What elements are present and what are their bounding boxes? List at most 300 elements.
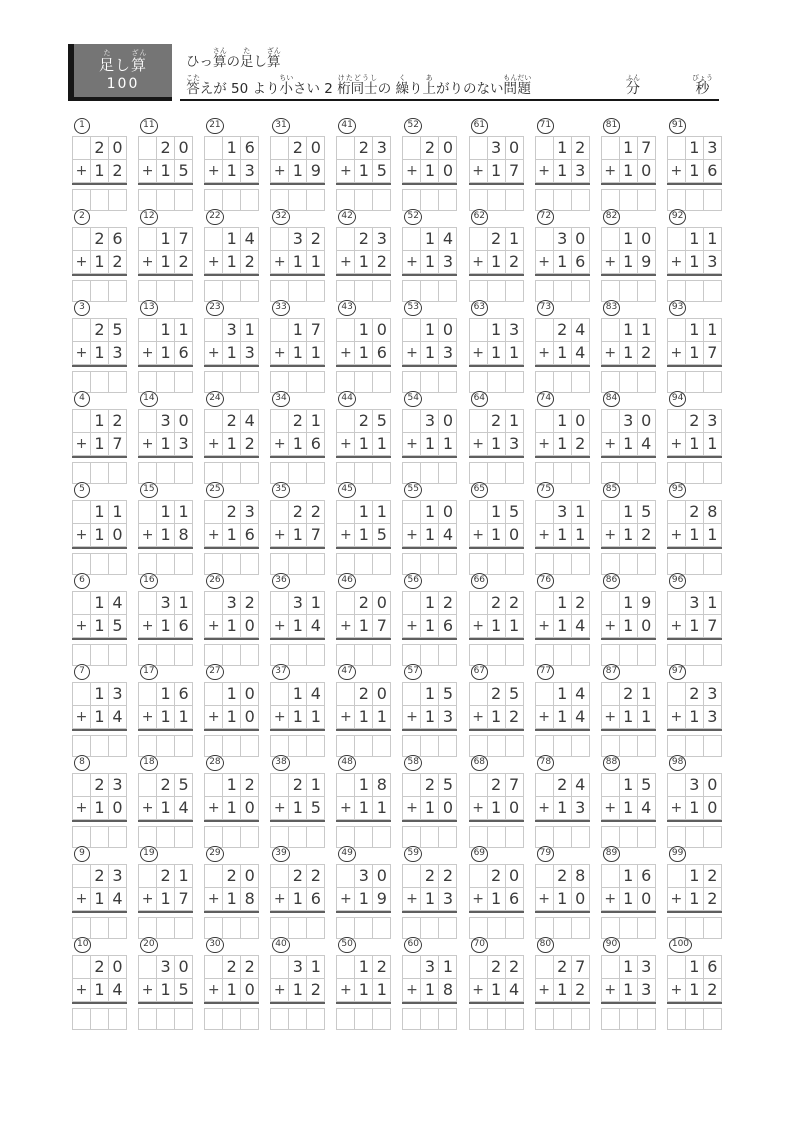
addend-top-digit: 6: [241, 137, 259, 160]
time-minutes-label: 分ふん: [626, 74, 640, 97]
empty-cell: [139, 319, 157, 342]
addend-rows: [601, 409, 656, 456]
addend-bottom-row: [403, 979, 457, 1002]
plus-sign: +: [602, 160, 620, 183]
addend-top-digit: 1: [686, 319, 704, 342]
problem: [270, 294, 336, 385]
addend-bottom-digit: 1: [686, 797, 704, 820]
addend-bottom-row: [337, 251, 391, 274]
sum-line: [469, 638, 524, 640]
plus-sign: +: [470, 433, 488, 456]
problem: [204, 294, 270, 385]
addend-top-row: [668, 956, 722, 979]
addend-bottom-digit: 1: [223, 433, 241, 456]
answer-cell: [572, 1009, 590, 1030]
addend-top-digit: 1: [157, 683, 175, 706]
problem-body: [601, 864, 656, 939]
addend-top-digit: 2: [355, 228, 373, 251]
addend-top-row: [602, 501, 656, 524]
empty-cell: [403, 592, 421, 615]
problem-number: 94: [669, 391, 686, 407]
addend-top-digit: 1: [488, 501, 506, 524]
addend-bottom-digit: 2: [241, 251, 259, 274]
problem-body: [72, 773, 127, 848]
addend-top-digit: 1: [506, 410, 524, 433]
plus-sign: +: [205, 160, 223, 183]
addend-bottom-digit: 6: [439, 615, 457, 638]
problem-body: [402, 227, 457, 302]
addend-top-digit: 0: [439, 319, 457, 342]
problem-body: [138, 136, 193, 211]
sum-line: [667, 729, 722, 731]
addend-top-digit: 4: [572, 774, 590, 797]
addend-top-digit: 1: [686, 137, 704, 160]
addend-bottom-digit: 1: [488, 797, 506, 820]
problem: [336, 749, 402, 840]
addend-top-row: [536, 137, 590, 160]
addend-bottom-digit: 1: [289, 433, 307, 456]
addend-bottom-digit: 3: [439, 888, 457, 911]
addend-bottom-row: [205, 706, 259, 729]
problem: [601, 112, 667, 203]
plus-sign: +: [403, 888, 421, 911]
problem-body: [72, 136, 127, 211]
worksheet-subtitle: 答こたえが 50 より小ちいさい 2 桁同士けたどうしの 繰くり上あがりのない問題もんだい: [186, 74, 532, 97]
empty-cell: [205, 501, 223, 524]
addend-top-row: [403, 956, 457, 979]
problem-number: 73: [537, 300, 554, 316]
addend-top-digit: 2: [554, 774, 572, 797]
problem: [535, 567, 601, 658]
sum-line: [270, 1002, 325, 1004]
addend-rows: [402, 773, 457, 820]
addend-top-digit: 0: [175, 410, 193, 433]
plus-sign: +: [470, 251, 488, 274]
addend-bottom-row: [337, 160, 391, 183]
addend-bottom-row: [73, 160, 127, 183]
addend-rows: [204, 136, 259, 183]
plus-sign: +: [403, 706, 421, 729]
addend-bottom-row: [205, 251, 259, 274]
plus-sign: +: [403, 433, 421, 456]
empty-cell: [337, 865, 355, 888]
addend-bottom-digit: 1: [289, 706, 307, 729]
empty-cell: [271, 501, 289, 524]
sum-line: [138, 456, 193, 458]
addend-top-digit: 2: [439, 865, 457, 888]
problem-number: 64: [471, 391, 488, 407]
empty-cell: [337, 956, 355, 979]
addend-bottom-digit: 4: [638, 797, 656, 820]
plus-sign: +: [271, 433, 289, 456]
problem: [270, 840, 336, 931]
addend-bottom-digit: 1: [157, 160, 175, 183]
sum-line: [402, 1002, 457, 1004]
addend-top-digit: 2: [506, 592, 524, 615]
addend-bottom-digit: 3: [175, 433, 193, 456]
problem-body: [336, 864, 391, 939]
problem: [535, 658, 601, 749]
addend-top-digit: 4: [572, 319, 590, 342]
problem-body: [402, 409, 457, 484]
problem: [270, 112, 336, 203]
problem: [72, 567, 138, 658]
addend-top-digit: 0: [307, 137, 325, 160]
plus-sign: +: [536, 433, 554, 456]
addend-bottom-digit: 0: [439, 160, 457, 183]
addend-bottom-digit: 1: [554, 342, 572, 365]
addend-rows: [535, 682, 590, 729]
problem: [601, 476, 667, 567]
plus-sign: +: [139, 979, 157, 1002]
plus-sign: +: [668, 160, 686, 183]
empty-cell: [668, 319, 686, 342]
empty-cell: [337, 592, 355, 615]
addend-bottom-row: [470, 342, 524, 365]
answer-cell: [470, 1009, 488, 1030]
addend-bottom-digit: 6: [704, 160, 722, 183]
addend-rows: [601, 500, 656, 547]
addend-rows: [270, 409, 325, 456]
problem: [270, 385, 336, 476]
addend-rows: [336, 591, 391, 638]
problem-number: 20: [140, 937, 157, 953]
problem: [138, 385, 204, 476]
addend-bottom-digit: 0: [241, 615, 259, 638]
addend-bottom-row: [403, 524, 457, 547]
empty-cell: [403, 137, 421, 160]
addend-bottom-row: [536, 524, 590, 547]
sum-line: [402, 365, 457, 367]
problem-body: [72, 864, 127, 939]
plus-sign: +: [139, 615, 157, 638]
problem: [72, 840, 138, 931]
sum-line: [535, 274, 590, 276]
answer-cell: [488, 1009, 506, 1030]
addend-top-row: [73, 865, 127, 888]
addend-bottom-row: [602, 524, 656, 547]
problem-body: [72, 682, 127, 757]
addend-bottom-digit: 1: [686, 979, 704, 1002]
addend-top-digit: 1: [175, 865, 193, 888]
addend-top-digit: 3: [355, 865, 373, 888]
problem-number: 4: [74, 391, 90, 407]
addend-top-row: [602, 683, 656, 706]
addend-bottom-digit: 1: [488, 615, 506, 638]
addend-top-row: [403, 319, 457, 342]
time-seconds-label: 秒びょう: [692, 74, 713, 97]
addend-top-digit: 2: [307, 228, 325, 251]
problem-body: [204, 409, 259, 484]
addend-bottom-row: [139, 979, 193, 1002]
addend-top-digit: 8: [572, 865, 590, 888]
problem: [138, 112, 204, 203]
sum-line: [336, 183, 391, 185]
addend-top-digit: 2: [91, 956, 109, 979]
problem: [469, 112, 535, 203]
addend-bottom-row: [668, 251, 722, 274]
addend-bottom-digit: 1: [223, 251, 241, 274]
addend-top-row: [403, 774, 457, 797]
problem-number: 78: [537, 755, 554, 771]
addend-bottom-row: [271, 615, 325, 638]
problem: [402, 203, 468, 294]
sum-line: [469, 820, 524, 822]
addend-bottom-row: [403, 160, 457, 183]
addend-bottom-row: [337, 706, 391, 729]
problem-number: 81: [603, 118, 620, 134]
addend-bottom-row: [73, 797, 127, 820]
problem-body: [535, 409, 590, 484]
addend-bottom-digit: 1: [355, 888, 373, 911]
addend-bottom-digit: 5: [373, 160, 391, 183]
sum-line: [469, 547, 524, 549]
addend-top-digit: 4: [572, 683, 590, 706]
sum-line: [667, 365, 722, 367]
addend-bottom-digit: 5: [175, 979, 193, 1002]
problem-number: 66: [471, 573, 488, 589]
header-rule: [180, 99, 719, 101]
sum-line: [72, 183, 127, 185]
plus-sign: +: [205, 433, 223, 456]
sum-line: [72, 365, 127, 367]
sum-line: [138, 638, 193, 640]
addend-bottom-digit: 1: [373, 797, 391, 820]
answer-cell: [506, 1009, 524, 1030]
problem-body: [535, 864, 590, 939]
addend-bottom-digit: 7: [506, 160, 524, 183]
addend-bottom-row: [536, 615, 590, 638]
addend-top-digit: 2: [91, 774, 109, 797]
addend-rows: [204, 318, 259, 365]
plus-sign: +: [536, 615, 554, 638]
problem-body: [402, 682, 457, 757]
addend-bottom-row: [602, 251, 656, 274]
empty-cell: [73, 592, 91, 615]
sum-line: [138, 911, 193, 913]
addend-top-digit: 8: [373, 774, 391, 797]
problem-body: [402, 318, 457, 393]
addend-rows: [204, 227, 259, 274]
problem-number: 22: [206, 209, 223, 225]
plus-sign: +: [139, 797, 157, 820]
addend-top-row: [602, 228, 656, 251]
problem-body: [270, 409, 325, 484]
problem-body: [469, 955, 524, 1030]
addend-rows: [535, 500, 590, 547]
problem-number: 11: [140, 118, 157, 134]
problem-number: 58: [404, 755, 421, 771]
addend-bottom-digit: 9: [638, 251, 656, 274]
addend-top-digit: 5: [638, 501, 656, 524]
addend-top-digit: 3: [223, 592, 241, 615]
addend-bottom-row: [536, 888, 590, 911]
addend-bottom-digit: 1: [686, 524, 704, 547]
problem-number: 35: [272, 482, 289, 498]
addend-rows: [204, 682, 259, 729]
addend-bottom-row: [73, 433, 127, 456]
addend-top-row: [271, 228, 325, 251]
problem: [402, 749, 468, 840]
addend-bottom-row: [470, 524, 524, 547]
addend-top-digit: 0: [638, 410, 656, 433]
sum-line: [469, 274, 524, 276]
sum-line: [270, 274, 325, 276]
addend-rows: [270, 864, 325, 911]
empty-cell: [337, 683, 355, 706]
addend-top-row: [470, 683, 524, 706]
problem-number: 84: [603, 391, 620, 407]
addend-rows: [402, 227, 457, 274]
answer-row: [336, 1008, 391, 1030]
addend-top-row: [536, 501, 590, 524]
addend-rows: [667, 955, 722, 1002]
problem-number: 30: [206, 937, 223, 953]
problem: [667, 658, 733, 749]
answer-row: [535, 1008, 590, 1030]
problem: [667, 749, 733, 840]
answer-cell: [337, 1009, 355, 1030]
addend-rows: [469, 955, 524, 1002]
problem: [204, 112, 270, 203]
problem: [270, 203, 336, 294]
plus-sign: +: [205, 342, 223, 365]
problem-number: 29: [206, 846, 223, 862]
addend-bottom-digit: 1: [223, 524, 241, 547]
addend-top-digit: 1: [109, 501, 127, 524]
sum-line: [601, 274, 656, 276]
empty-cell: [337, 319, 355, 342]
addend-rows: [72, 864, 127, 911]
problem: [72, 658, 138, 749]
empty-cell: [536, 956, 554, 979]
addend-rows: [601, 318, 656, 365]
problem: [270, 931, 336, 1022]
problem-body: [402, 136, 457, 211]
sum-line: [204, 729, 259, 731]
answer-row: [270, 1008, 325, 1030]
addend-bottom-digit: 1: [620, 797, 638, 820]
badge-problem-count: 100: [106, 76, 140, 93]
answer-cell: [536, 1009, 554, 1030]
empty-cell: [271, 956, 289, 979]
addend-bottom-row: [668, 706, 722, 729]
addend-top-digit: 1: [421, 501, 439, 524]
addend-top-digit: 7: [307, 319, 325, 342]
problem: [204, 567, 270, 658]
addend-top-row: [403, 501, 457, 524]
answer-cell: [686, 1009, 704, 1030]
addend-bottom-digit: 6: [506, 888, 524, 911]
addend-top-digit: 1: [307, 956, 325, 979]
plus-sign: +: [668, 342, 686, 365]
addend-bottom-row: [403, 797, 457, 820]
sum-line: [402, 638, 457, 640]
addend-rows: [72, 136, 127, 183]
addend-bottom-row: [602, 342, 656, 365]
addend-rows: [138, 136, 193, 183]
addend-top-row: [536, 592, 590, 615]
problem-number: 25: [206, 482, 223, 498]
addend-bottom-digit: 3: [439, 706, 457, 729]
addend-top-digit: 2: [704, 865, 722, 888]
empty-cell: [403, 319, 421, 342]
problem: [72, 203, 138, 294]
addend-rows: [138, 682, 193, 729]
addend-bottom-digit: 1: [554, 888, 572, 911]
empty-cell: [470, 319, 488, 342]
addend-top-digit: 5: [175, 774, 193, 797]
addend-bottom-digit: 1: [554, 797, 572, 820]
problem: [667, 385, 733, 476]
addend-bottom-row: [470, 160, 524, 183]
addend-top-row: [73, 137, 127, 160]
empty-cell: [139, 592, 157, 615]
answer-cell: [271, 1009, 289, 1030]
addend-top-digit: 2: [289, 774, 307, 797]
plus-sign: +: [668, 706, 686, 729]
addend-top-row: [403, 592, 457, 615]
addend-bottom-digit: 1: [421, 979, 439, 1002]
addend-top-row: [470, 137, 524, 160]
addend-top-row: [337, 774, 391, 797]
addend-top-digit: 0: [572, 228, 590, 251]
addend-rows: [138, 227, 193, 274]
plus-sign: +: [271, 524, 289, 547]
empty-cell: [403, 865, 421, 888]
problem-number: 33: [272, 300, 289, 316]
addend-top-digit: 0: [109, 956, 127, 979]
addend-bottom-row: [536, 433, 590, 456]
empty-cell: [337, 137, 355, 160]
addend-bottom-digit: 3: [572, 160, 590, 183]
addend-rows: [204, 591, 259, 638]
addend-bottom-digit: 1: [91, 251, 109, 274]
addend-bottom-digit: 1: [686, 342, 704, 365]
addend-bottom-row: [337, 615, 391, 638]
empty-cell: [271, 228, 289, 251]
empty-cell: [73, 228, 91, 251]
addend-bottom-digit: 0: [241, 979, 259, 1002]
addend-bottom-digit: 1: [421, 615, 439, 638]
empty-cell: [536, 501, 554, 524]
addend-rows: [204, 500, 259, 547]
addend-bottom-digit: 1: [554, 251, 572, 274]
problem-body: [601, 682, 656, 757]
problem: [535, 294, 601, 385]
addend-top-digit: 3: [109, 865, 127, 888]
problem-number: 19: [140, 846, 157, 862]
addend-bottom-digit: 1: [620, 342, 638, 365]
addend-bottom-digit: 1: [704, 433, 722, 456]
addend-top-digit: 2: [109, 410, 127, 433]
addend-bottom-digit: 1: [289, 888, 307, 911]
addend-rows: [138, 500, 193, 547]
empty-cell: [205, 956, 223, 979]
addend-top-digit: 3: [109, 683, 127, 706]
addend-top-digit: 1: [157, 228, 175, 251]
problem: [72, 749, 138, 840]
addend-top-digit: 3: [223, 319, 241, 342]
addend-top-digit: 1: [355, 501, 373, 524]
addend-bottom-row: [139, 342, 193, 365]
empty-cell: [668, 228, 686, 251]
plus-sign: +: [271, 706, 289, 729]
addend-top-row: [470, 228, 524, 251]
addend-top-digit: 1: [620, 228, 638, 251]
problem-number: 57: [404, 664, 421, 680]
addend-top-row: [139, 228, 193, 251]
